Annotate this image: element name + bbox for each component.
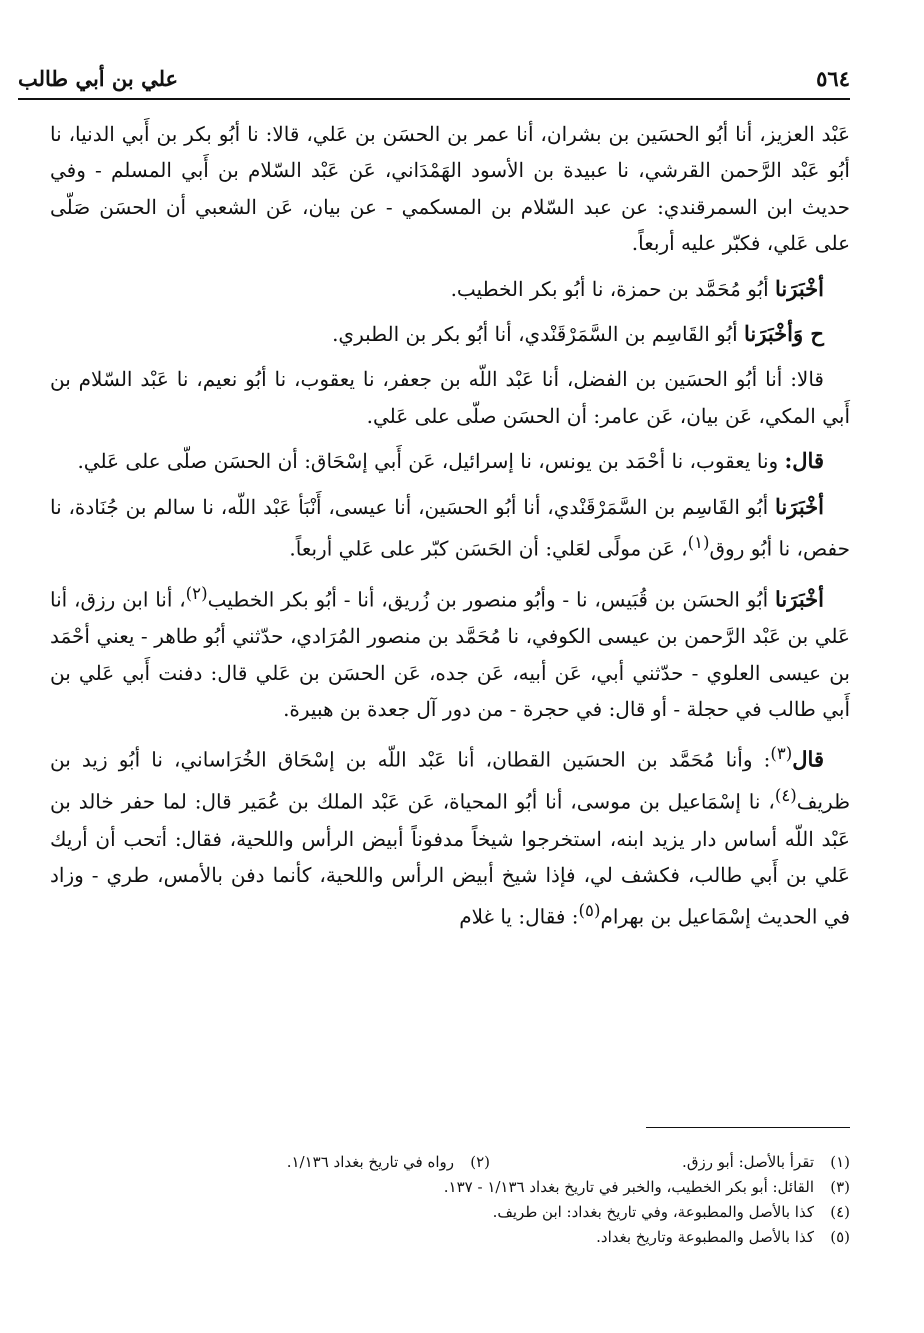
footnote-ref: (٣) (770, 744, 793, 764)
footnote-4 (50, 1200, 850, 1225)
paragraph-7 (50, 576, 850, 727)
footnote-divider (646, 1127, 850, 1128)
keyword: قال (792, 747, 824, 773)
page-number: ٥٦٤ (816, 65, 850, 91)
paragraph-1: عَبْد العزيز، أنا أبُو الحسَين بن بشران، أنا عمر بن الحسَن بن عَلي، قالا: نا أبُو بكر بن أَبي الدنيا، نا أبُو عَبْد الرَّحمن القرشي، نا عبيدة بن الأسود الهَمْدَاني، عَن عَبْد السّلام بن أَبي المسلم - وفي حديث ابن السمرقندي: عن عبد السّلام بن المسكمي - عن بيان، عَن الشعبي أن الحسَن صَلّى على عَلي، فكبّر عليه أربعاً. (50, 122, 850, 256)
running-title: علي بن أبي طالب (18, 65, 179, 91)
footnote-number: (٤) (830, 1203, 850, 1221)
footnote-number: (٢) (470, 1153, 490, 1171)
paragraph-8 (50, 736, 850, 935)
footnote-number: (١) (830, 1153, 850, 1171)
footnote-text: تقرأ بالأصل: أبو رزق. (682, 1153, 814, 1171)
footnote-ref: (٤) (774, 786, 797, 806)
footnote-2 (130, 1150, 490, 1175)
footnote-5 (50, 1225, 850, 1250)
paragraph-4: قالا: أنا أبُو الحسَين بن الفضل، أنا عَبْد اللّه بن جعفر، نا يعقوب، نا أبُو نعيم، نا عَبْد السّلام بن أَبي المكي، عَن بيان، عَن عامر: أن الحسَن صلّى على عَلي. (50, 367, 850, 428)
keyword: أخْبَرَنا (775, 586, 824, 612)
keyword: ح وَأخْبَرَنا (744, 321, 824, 347)
paragraph-5 (50, 443, 850, 479)
keyword: قال: (784, 448, 824, 474)
page-header (18, 58, 850, 100)
paragraph-text: ، نا إسْمَاعيل بن موسى، أنا أبُو المحياة، عَن عَبْد الملك بن عُمَير قال: لما حفر خالد بن عَبْد اللّه أساس دار يزيد ابنه، استخرجوا شيخاً مدفوناً أبيض الرأس واللحية، فقال: أتحب أن أريك عَلي بن أَبي طالب، فكشف لي، فإذا شيخ أبيض الرأس واللحية، كأنما دفن بالأمس، طري - وزاد في الحديث إسْمَاعيل بن بهرام (50, 790, 850, 929)
footnote-ref: (١) (687, 533, 710, 553)
footnote-number: (٥) (830, 1228, 850, 1246)
footnote-text: كذا بالأصل والمطبوعة وتاريخ بغداد. (596, 1228, 814, 1246)
paragraph-text: ونا يعقوب، نا أحْمَد بن يونس، نا إسرائيل، عَن أَبي إسْحَاق: أن الحسَن صلّى على عَلي. (77, 449, 785, 474)
paragraph-text: ، عَن مولًى لعَلي: أن الحَسَن كبّر على عَلي أربعاً. (289, 536, 688, 561)
footnote-number: (٣) (830, 1178, 850, 1196)
paragraph-text: أبُو الحسَن بن قُبَيس، نا - وأبُو منصور بن زُريق، أنا - أبُو بكر الخطيب (207, 587, 775, 612)
footnote-row (50, 1150, 850, 1175)
paragraph-text: : فقال: يا غلام (459, 905, 579, 929)
paragraph-text: أبُو مُحَمَّد بن حمزة، نا أبُو بكر الخطيب. (450, 276, 776, 301)
footnote-text: رواه في تاريخ بغداد ١/١٣٦. (286, 1153, 454, 1171)
paragraph-text: : وأنا مُحَمَّد بن الحسَين القطان، أنا عَبْد اللّه بن إسْحَاق الخُرَاساني، نا أبُو زيد بن ظريف (50, 748, 850, 815)
paragraph-text: أبُو القَاسِم بن السَّمَرْقَنْدي، أنا أبُو الحسَين، أنا عيسى، أَنْبَأ عَبْد اللّه، نا سالم بن جُنَادة، نا حفص، نا أبُو روق (50, 494, 850, 561)
paragraph-6 (50, 489, 850, 567)
footnotes (50, 1150, 850, 1250)
footnote-text: القائل: أبو بكر الخطيب، والخبر في تاريخ بغداد ١/١٣٦ - ١٣٧. (443, 1178, 814, 1196)
keyword: أخْبَرَنا (775, 275, 824, 301)
keyword: أخْبَرَنا (775, 493, 824, 519)
main-text (50, 116, 850, 944)
footnote-3 (50, 1175, 850, 1200)
paragraph-text: ، أنا ابن رزق، أنا عَلي بن عَبْد الرَّحمن بن عيسى الكوفي، نا مُحَمَّد بن منصور المُرَادي، حدّثني أبُو طاهر - يعني أحْمَد بن عيسى العلوي - حدّثني أبي، عَن أبيه، عَن جده، عَن الحسَن بن عَلي قال: دفنت أَبي عَلي بن أَبي طالب في حجلة - أو قال: في حجرة - من دور آل جعدة بن هبيرة. (50, 587, 850, 721)
footnote-ref: (٥) (578, 901, 601, 921)
paragraph-3 (50, 316, 850, 352)
paragraph-text: أبُو القَاسِم بن السَّمَرْقَنْدي، أنا أبُو بكر بن الطبري. (332, 322, 744, 347)
footnote-1 (490, 1150, 850, 1175)
footnote-text: كذا بالأصل والمطبوعة، وفي تاريخ بغداد: ابن طريف. (492, 1203, 814, 1221)
paragraph-2 (50, 271, 850, 307)
footnote-ref: (٢) (185, 584, 208, 604)
